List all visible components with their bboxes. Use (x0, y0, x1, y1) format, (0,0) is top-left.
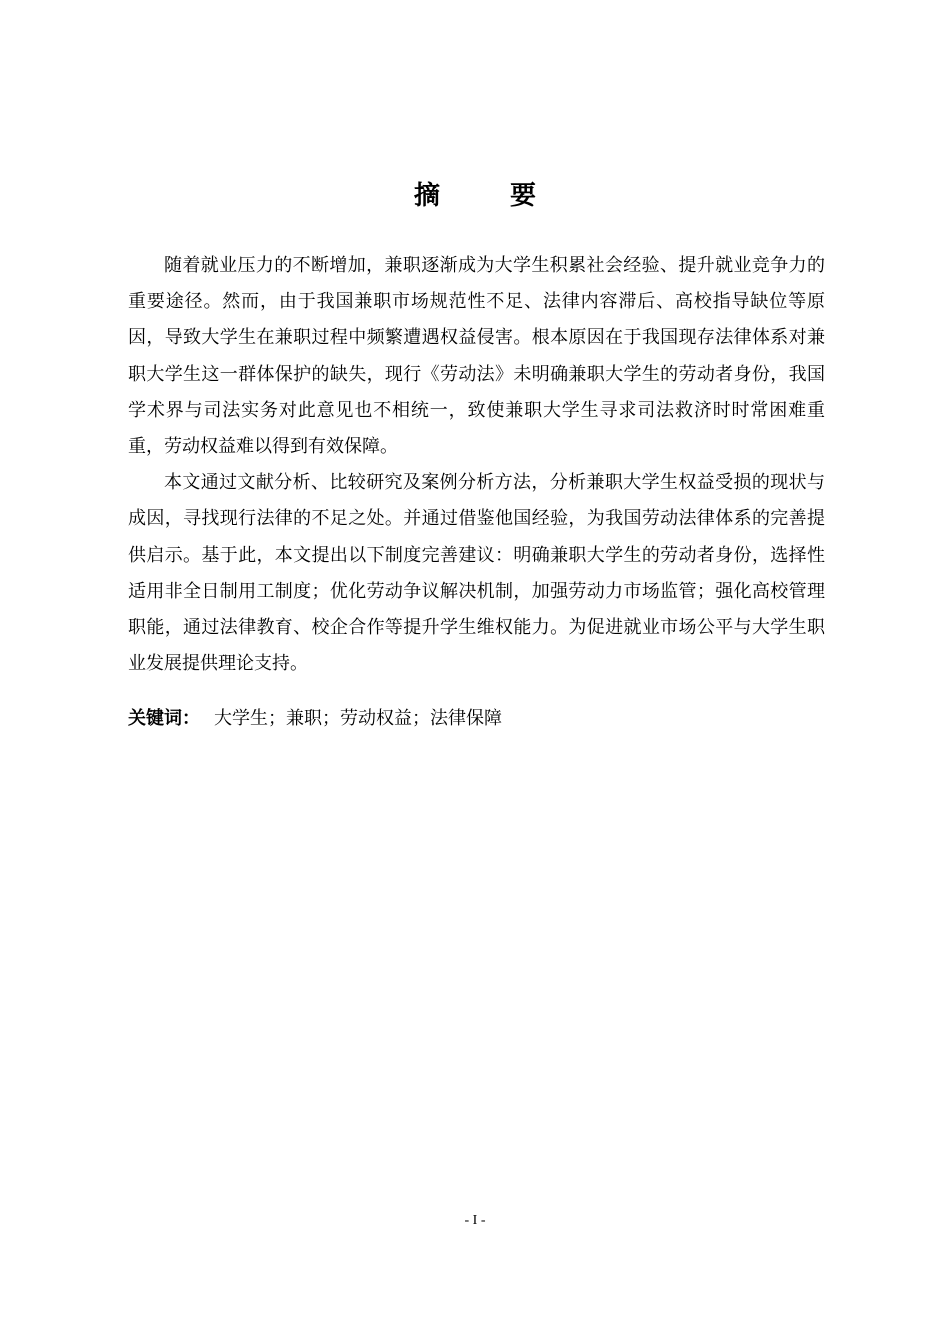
keywords-value: 大学生；兼职；劳动权益；法律保障 (214, 708, 502, 729)
page-number: - I - (464, 1213, 486, 1228)
keywords-line (128, 703, 825, 735)
abstract-paragraph-2: 本文通过文献分析、比较研究及案例分析方法，分析兼职大学生权益受损的现状与成因，寻找现行法律的不足之处。并通过借鉴他国经验，为我国劳动法律体系的完善提供启示。基于此，本文提出以下制度完善建议：明确兼职大学生的劳动者身份，选择性适用非全日制用工制度；优化劳动争议解决机制，加强劳动力市场监管；强化高校管理职能，通过法律教育、校企合作等提升学生维权能力。为促进就业市场公平与大学生职业发展提供理论支持。 (128, 472, 825, 675)
abstract-body (128, 248, 825, 682)
keywords-label: 关键词： (128, 708, 200, 729)
abstract-paragraph-1: 随着就业压力的不断增加，兼职逐渐成为大学生积累社会经验、提升就业竞争力的重要途径。然而，由于我国兼职市场规范性不足、法律内容滞后、高校指导缺位等原因，导致大学生在兼职过程中频繁遭遇权益侵害。根本原因在于我国现存法律体系对兼职大学生这一群体保护的缺失，现行《劳动法》未明确兼职大学生的劳动者身份，我国学术界与司法实务对此意见也不相统一，致使兼职大学生寻求司法救济时时常困难重重，劳动权益难以得到有效保障。 (128, 255, 825, 458)
abstract-title: 摘 要 (413, 181, 558, 211)
